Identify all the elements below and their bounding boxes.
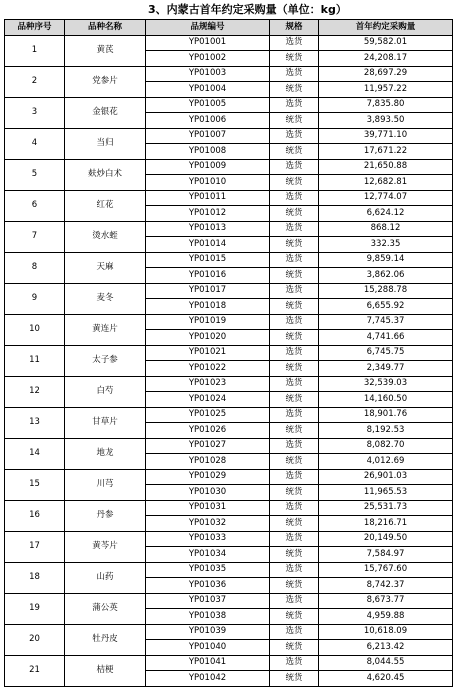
spec-code-cell: YP01001 xyxy=(146,35,270,51)
spec-code-cell: YP01033 xyxy=(146,531,270,547)
variety-name: 太子参 xyxy=(65,345,146,376)
quantity-cell: 32,539.03 xyxy=(319,376,453,392)
quantity-cell: 6,745.75 xyxy=(319,345,453,361)
spec-cell: 选货 xyxy=(270,593,319,609)
table-row xyxy=(5,35,453,51)
spec-cell: 选货 xyxy=(270,314,319,330)
quantity-cell: 332.35 xyxy=(319,237,453,253)
table-row xyxy=(5,314,453,330)
spec-cell: 选货 xyxy=(270,655,319,671)
header-spec: 规格 xyxy=(270,20,319,36)
variety-name: 麸炒白术 xyxy=(65,159,146,190)
quantity-cell: 21,650.88 xyxy=(319,159,453,175)
spec-code-cell: YP01005 xyxy=(146,97,270,113)
spec-cell: 选货 xyxy=(270,376,319,392)
header-variety-name: 品种名称 xyxy=(65,20,146,36)
spec-cell: 统货 xyxy=(270,578,319,594)
table-row xyxy=(5,593,453,609)
spec-code-cell: YP01002 xyxy=(146,51,270,67)
variety-number: 16 xyxy=(5,500,65,531)
quantity-cell: 14,160.50 xyxy=(319,392,453,408)
table-row xyxy=(5,128,453,144)
procurement-table xyxy=(4,19,453,687)
spec-cell: 选货 xyxy=(270,35,319,51)
spec-code-cell: YP01020 xyxy=(146,330,270,346)
variety-name: 金银花 xyxy=(65,97,146,128)
spec-cell: 统货 xyxy=(270,113,319,129)
spec-code-cell: YP01004 xyxy=(146,82,270,98)
variety-number: 12 xyxy=(5,376,65,407)
spec-cell: 选货 xyxy=(270,407,319,423)
table-header xyxy=(5,20,453,36)
spec-code-cell: YP01028 xyxy=(146,454,270,470)
spec-code-cell: YP01021 xyxy=(146,345,270,361)
spec-code-cell: YP01014 xyxy=(146,237,270,253)
spec-code-cell: YP01041 xyxy=(146,655,270,671)
quantity-cell: 11,957.22 xyxy=(319,82,453,98)
spec-cell: 统货 xyxy=(270,392,319,408)
spec-cell: 选货 xyxy=(270,500,319,516)
quantity-cell: 17,671.22 xyxy=(319,144,453,160)
quantity-cell: 8,192.53 xyxy=(319,423,453,439)
variety-number: 9 xyxy=(5,283,65,314)
variety-number: 13 xyxy=(5,407,65,438)
quantity-cell: 10,618.09 xyxy=(319,624,453,640)
variety-name: 黄连片 xyxy=(65,314,146,345)
table-body xyxy=(5,35,453,686)
spec-cell: 选货 xyxy=(270,190,319,206)
spec-cell: 选货 xyxy=(270,66,319,82)
quantity-cell: 4,620.45 xyxy=(319,671,453,687)
table-row xyxy=(5,469,453,485)
quantity-cell: 4,741.66 xyxy=(319,330,453,346)
quantity-cell: 15,767.60 xyxy=(319,562,453,578)
spec-code-cell: YP01035 xyxy=(146,562,270,578)
spec-code-cell: YP01010 xyxy=(146,175,270,191)
spec-cell: 统货 xyxy=(270,144,319,160)
spec-code-cell: YP01031 xyxy=(146,500,270,516)
table-row xyxy=(5,190,453,206)
variety-number: 19 xyxy=(5,593,65,624)
spec-code-cell: YP01011 xyxy=(146,190,270,206)
quantity-cell: 8,044.55 xyxy=(319,655,453,671)
spec-cell: 统货 xyxy=(270,361,319,377)
quantity-cell: 6,213.42 xyxy=(319,640,453,656)
header-variety-no: 品种序号 xyxy=(5,20,65,36)
quantity-cell: 4,959.88 xyxy=(319,609,453,625)
spec-cell: 统货 xyxy=(270,268,319,284)
spec-code-cell: YP01015 xyxy=(146,252,270,268)
quantity-cell: 39,771.10 xyxy=(319,128,453,144)
spec-code-cell: YP01029 xyxy=(146,469,270,485)
table-row xyxy=(5,66,453,82)
quantity-cell: 4,012.69 xyxy=(319,454,453,470)
quantity-cell: 11,965.53 xyxy=(319,485,453,501)
quantity-cell: 12,682.81 xyxy=(319,175,453,191)
spec-cell: 统货 xyxy=(270,51,319,67)
spec-code-cell: YP01009 xyxy=(146,159,270,175)
table-row xyxy=(5,283,453,299)
table-row xyxy=(5,221,453,237)
table-row xyxy=(5,345,453,361)
quantity-cell: 7,745.37 xyxy=(319,314,453,330)
table-row xyxy=(5,531,453,547)
variety-number: 2 xyxy=(5,66,65,97)
variety-name: 地龙 xyxy=(65,438,146,469)
quantity-cell: 18,901.76 xyxy=(319,407,453,423)
quantity-cell: 868.12 xyxy=(319,221,453,237)
quantity-cell: 6,655.92 xyxy=(319,299,453,315)
variety-number: 11 xyxy=(5,345,65,376)
spec-code-cell: YP01038 xyxy=(146,609,270,625)
quantity-cell: 9,859.14 xyxy=(319,252,453,268)
spec-cell: 统货 xyxy=(270,609,319,625)
variety-name: 烫水蛭 xyxy=(65,221,146,252)
spec-cell: 选货 xyxy=(270,345,319,361)
spec-cell: 统货 xyxy=(270,454,319,470)
variety-name: 牡丹皮 xyxy=(65,624,146,655)
spec-cell: 统货 xyxy=(270,237,319,253)
spec-cell: 统货 xyxy=(270,82,319,98)
spec-cell: 选货 xyxy=(270,252,319,268)
spec-cell: 统货 xyxy=(270,299,319,315)
quantity-cell: 20,149.50 xyxy=(319,531,453,547)
quantity-cell: 3,893.50 xyxy=(319,113,453,129)
spec-code-cell: YP01034 xyxy=(146,547,270,563)
table-row xyxy=(5,624,453,640)
spec-cell: 统货 xyxy=(270,485,319,501)
table-row xyxy=(5,407,453,423)
spec-code-cell: YP01016 xyxy=(146,268,270,284)
variety-number: 17 xyxy=(5,531,65,562)
spec-cell: 选货 xyxy=(270,469,319,485)
variety-name: 黄芪 xyxy=(65,35,146,66)
spec-code-cell: YP01013 xyxy=(146,221,270,237)
variety-number: 20 xyxy=(5,624,65,655)
quantity-cell: 2,349.77 xyxy=(319,361,453,377)
variety-number: 3 xyxy=(5,97,65,128)
spec-code-cell: YP01017 xyxy=(146,283,270,299)
header-first-year-qty: 首年约定采购量 xyxy=(319,20,453,36)
spec-code-cell: YP01036 xyxy=(146,578,270,594)
spec-cell: 统货 xyxy=(270,671,319,687)
spec-code-cell: YP01022 xyxy=(146,361,270,377)
spec-cell: 选货 xyxy=(270,531,319,547)
variety-number: 18 xyxy=(5,562,65,593)
quantity-cell: 8,673.77 xyxy=(319,593,453,609)
variety-name: 蒲公英 xyxy=(65,593,146,624)
table-row xyxy=(5,562,453,578)
spec-code-cell: YP01007 xyxy=(146,128,270,144)
spec-code-cell: YP01019 xyxy=(146,314,270,330)
spec-code-cell: YP01006 xyxy=(146,113,270,129)
variety-number: 15 xyxy=(5,469,65,500)
quantity-cell: 24,208.17 xyxy=(319,51,453,67)
table-row xyxy=(5,159,453,175)
spec-cell: 选货 xyxy=(270,128,319,144)
variety-number: 1 xyxy=(5,35,65,66)
spec-code-cell: YP01008 xyxy=(146,144,270,160)
page-title: 3、内蒙古首年约定采购量（单位：kg） xyxy=(148,3,347,16)
variety-name: 丹参 xyxy=(65,500,146,531)
spec-code-cell: YP01023 xyxy=(146,376,270,392)
table-row xyxy=(5,252,453,268)
spec-cell: 选货 xyxy=(270,159,319,175)
spec-code-cell: YP01030 xyxy=(146,485,270,501)
header-spec-code: 品规编号 xyxy=(146,20,270,36)
table-row xyxy=(5,655,453,671)
variety-number: 8 xyxy=(5,252,65,283)
spec-cell: 统货 xyxy=(270,547,319,563)
spec-code-cell: YP01012 xyxy=(146,206,270,222)
variety-number: 5 xyxy=(5,159,65,190)
variety-number: 14 xyxy=(5,438,65,469)
variety-number: 6 xyxy=(5,190,65,221)
variety-name: 桔梗 xyxy=(65,655,146,686)
spec-code-cell: YP01024 xyxy=(146,392,270,408)
spec-cell: 选货 xyxy=(270,438,319,454)
spec-code-cell: YP01037 xyxy=(146,593,270,609)
variety-name: 党参片 xyxy=(65,66,146,97)
quantity-cell: 28,697.29 xyxy=(319,66,453,82)
variety-name: 天麻 xyxy=(65,252,146,283)
quantity-cell: 25,531.73 xyxy=(319,500,453,516)
table-row xyxy=(5,500,453,516)
quantity-cell: 8,082.70 xyxy=(319,438,453,454)
spec-code-cell: YP01042 xyxy=(146,671,270,687)
spec-code-cell: YP01026 xyxy=(146,423,270,439)
spec-cell: 统货 xyxy=(270,175,319,191)
variety-name: 当归 xyxy=(65,128,146,159)
variety-name: 白芍 xyxy=(65,376,146,407)
variety-name: 山药 xyxy=(65,562,146,593)
quantity-cell: 26,901.03 xyxy=(319,469,453,485)
variety-name: 川芎 xyxy=(65,469,146,500)
quantity-cell: 18,216.71 xyxy=(319,516,453,532)
quantity-cell: 15,288.78 xyxy=(319,283,453,299)
variety-name: 黄芩片 xyxy=(65,531,146,562)
quantity-cell: 3,862.06 xyxy=(319,268,453,284)
spec-cell: 选货 xyxy=(270,97,319,113)
spec-code-cell: YP01027 xyxy=(146,438,270,454)
spec-code-cell: YP01032 xyxy=(146,516,270,532)
spec-code-cell: YP01018 xyxy=(146,299,270,315)
spec-cell: 统货 xyxy=(270,206,319,222)
spec-cell: 选货 xyxy=(270,562,319,578)
spec-cell: 统货 xyxy=(270,423,319,439)
spec-cell: 选货 xyxy=(270,283,319,299)
quantity-cell: 6,624.12 xyxy=(319,206,453,222)
spec-code-cell: YP01025 xyxy=(146,407,270,423)
spec-cell: 统货 xyxy=(270,330,319,346)
quantity-cell: 7,584.97 xyxy=(319,547,453,563)
spec-cell: 选货 xyxy=(270,221,319,237)
quantity-cell: 59,582.01 xyxy=(319,35,453,51)
spec-cell: 统货 xyxy=(270,640,319,656)
table-row xyxy=(5,438,453,454)
spec-cell: 选货 xyxy=(270,624,319,640)
quantity-cell: 8,742.37 xyxy=(319,578,453,594)
quantity-cell: 12,774.07 xyxy=(319,190,453,206)
variety-number: 4 xyxy=(5,128,65,159)
spec-code-cell: YP01039 xyxy=(146,624,270,640)
table-row xyxy=(5,97,453,113)
table-row xyxy=(5,376,453,392)
spec-code-cell: YP01040 xyxy=(146,640,270,656)
spec-cell: 统货 xyxy=(270,516,319,532)
variety-number: 21 xyxy=(5,655,65,686)
variety-number: 7 xyxy=(5,221,65,252)
header-row xyxy=(5,20,453,36)
variety-name: 麦冬 xyxy=(65,283,146,314)
variety-name: 甘草片 xyxy=(65,407,146,438)
spec-code-cell: YP01003 xyxy=(146,66,270,82)
variety-name: 红花 xyxy=(65,190,146,221)
quantity-cell: 7,835.80 xyxy=(319,97,453,113)
variety-number: 10 xyxy=(5,314,65,345)
